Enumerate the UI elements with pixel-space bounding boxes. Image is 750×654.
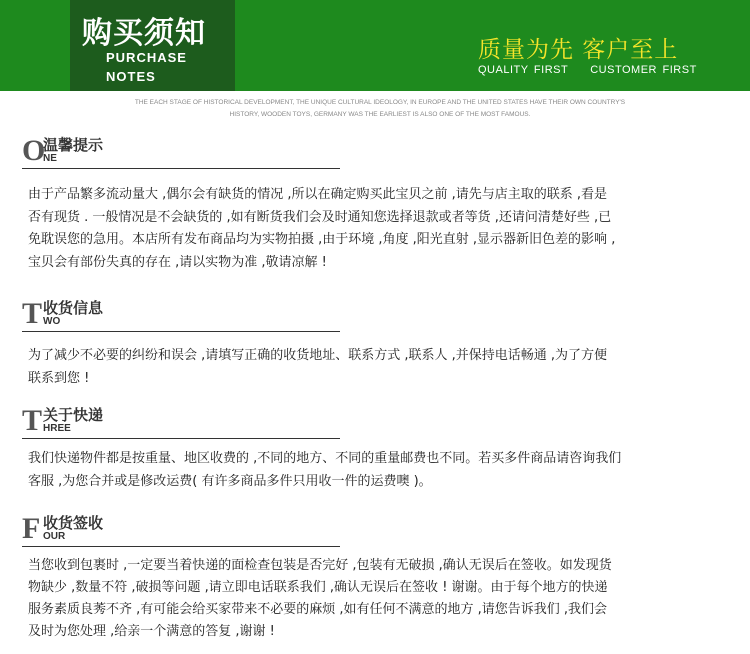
section-initial-letter: O <box>22 134 46 167</box>
page-subtitle-line1: PURCHASE <box>106 50 187 65</box>
section-title-cn: 温馨提示 <box>43 136 104 154</box>
body-line: 否有现货 . 一般情况是不会缺货的 ,如有断货我们会及时通知您选择退款或者等货 ,还请问清楚好些 ,已 <box>28 209 612 225</box>
body-line: 免耽误您的急用。本店所有发布商品均为实物拍摄 ,由于环境 ,角度 ,阳光直射 ,显示器新旧色差的影响 , <box>28 232 616 247</box>
section-body <box>28 184 728 274</box>
intro-line-1: THE EACH STAGE OF HISTORICAL DEVELOPMENT, THE UNIQUE CULTURAL IDEOLOGY, IN EUROPE AND THE UNITED STATES HAVE THEIR OWN COUNTRY'S <box>134 99 626 106</box>
section-title-en: OUR <box>43 531 66 542</box>
section-title-en: NE <box>43 153 57 164</box>
section-divider <box>22 168 340 169</box>
section-body <box>28 555 728 643</box>
section-title-en: WO <box>43 316 61 327</box>
body-line: 宝贝会有部份失真的存在 ,请以实物为准 ,敬请凉解 ! <box>28 254 327 270</box>
section-title-cn: 收货签收 <box>43 514 104 532</box>
header-banner <box>0 0 750 91</box>
page-subtitle-line2: NOTES <box>106 69 156 84</box>
section-divider <box>22 546 340 547</box>
slogan-english: QUALITY FIRST CUSTOMER FIRST <box>478 64 697 76</box>
body-line: 当您收到包裹时 ,一定要当着快递的面检查包装是否完好 ,包装有无破损 ,确认无误后在签收。如发现货 <box>28 558 612 573</box>
section-body <box>28 448 728 493</box>
body-line: 及时为您处理 ,给亲一个满意的答复 ,谢谢 ! <box>28 624 275 639</box>
section-initial-letter: F <box>22 512 41 545</box>
body-line: 物缺少 ,数量不符 ,破损等问题 ,请立即电话联系我们 ,确认无误后在签收 ! 谢谢。由于每个地方的快递 <box>28 580 608 595</box>
section-body <box>28 345 728 390</box>
body-line: 我们快递物件都是按重量、地区收费的 ,不同的地方、不同的重量邮费也不同。若买多件商品请咨询我们 <box>28 451 622 466</box>
section-title-cn: 关于快递 <box>43 406 104 424</box>
section-divider <box>22 331 340 332</box>
section-title-cn: 收货信息 <box>43 299 104 317</box>
section-initial-letter: T <box>22 297 43 330</box>
slogan-chinese: 质量为先 客户至上 <box>478 37 679 63</box>
page-title: 购买须知 <box>82 16 206 51</box>
section-title-en: HREE <box>43 423 71 434</box>
body-line: 服务素质良莠不齐 ,有可能会给买家带来不必要的麻烦 ,如有任何不满意的地方 ,请您告诉我们 ,我们会 <box>28 602 608 617</box>
body-line: 联系到您 ! <box>28 370 90 386</box>
intro-text <box>100 97 660 121</box>
body-line: 为了减少不必要的纠纷和误会 ,请填写正确的收货地址、联系方式 ,联系人 ,并保持电话畅通 ,为了方便 <box>28 348 608 363</box>
section-initial-letter: T <box>22 404 43 437</box>
intro-line-2: HISTORY, WOODEN TOYS, GERMANY WAS THE EARLIEST IS ALSO ONE OF THE MOST FAMOUS. <box>229 111 531 118</box>
body-line: 客服 ,为您合并或是修改运费( 有许多商品多件只用收一件的运费噢 )。 <box>28 473 432 489</box>
body-line: 由于产品繁多流动量大 ,偶尔会有缺货的情况 ,所以在确定购买此宝贝之前 ,请先与店主取的联系 ,看是 <box>28 187 608 202</box>
section-divider <box>22 438 340 439</box>
